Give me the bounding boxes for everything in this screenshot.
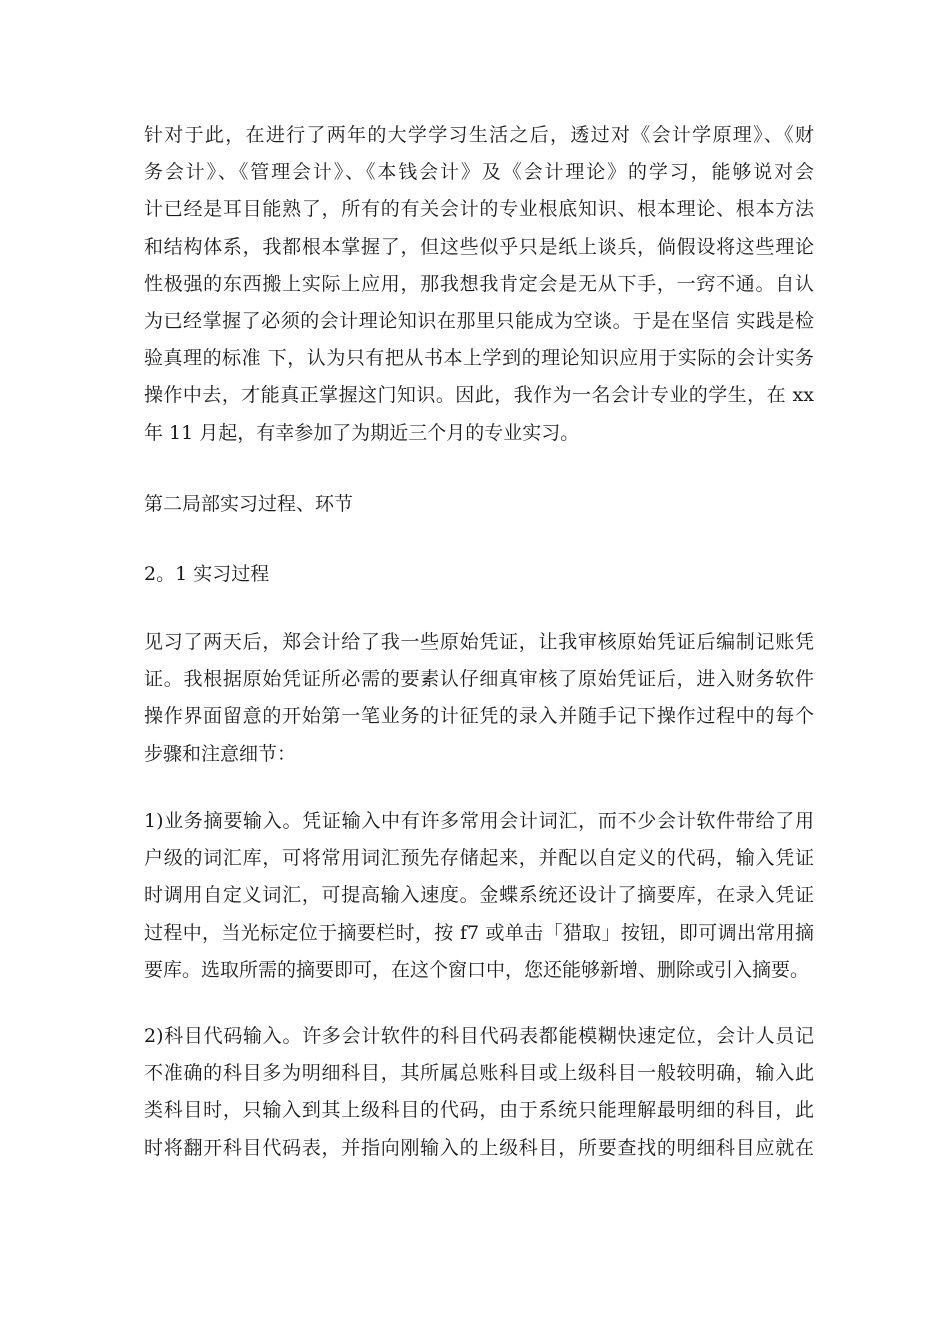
text-line: 不准确的科目多为明细科目，其所属总账科目或上级科目一般较明确，输入此 [144, 1062, 814, 1085]
section-heading [144, 486, 814, 523]
text-line: 针对于此，在进行了两年的大学学习生活之后，透过对《会计学原理》、《财 [144, 124, 814, 146]
text-line: 过程中，当光标定位于摘要栏时，按 f7 或单击「猎取」按钮，即可调出常用摘 [144, 921, 814, 944]
text-line: 2)科目代码输入。许多会计软件的科目代码表都能模糊快速定位，会计人员记 [144, 1025, 814, 1047]
text-line: 要库。选取所需的摘要即可，在这个窗口中，您还能够新增、删除或引入摘要。 [144, 958, 810, 981]
subsection-heading [144, 556, 814, 593]
text-line: 性极强的东西搬上实际上应用，那我想我肯定会是无从下手，一窍不通。自认 [144, 272, 814, 295]
paragraph-item-2 [144, 1018, 814, 1167]
text-line: 和结构体系，我都根本掌握了，但这些似乎只是纸上谈兵，倘假设将这些理论 [144, 235, 814, 258]
heading-text: 第二局部实习过程、环节 [144, 493, 354, 515]
text-line: 证。我根据原始凭证所必需的要素认仔细真审核了原始凭证后，进入财务软件 [144, 668, 814, 691]
text-line: 操作界面留意的开始第一笔业务的计征凭的录入并随手记下操作过程中的每个 [144, 705, 814, 728]
text-line: 1)业务摘要输入。凭证输入中有许多常用会计词汇，而不少会计软件带给了用 [144, 810, 814, 832]
text-line: 户级的词汇库，可将常用词汇预先存储起来，并配以自定义的代码，输入凭证 [144, 847, 814, 870]
text-line: 时将翻开科目代码表，并指向刚输入的上级科目，所要查找的明细科目应就在 [144, 1136, 814, 1159]
text-line: 见习了两天后，郑会计给了我一些原始凭证，让我审核原始凭证后编制记账凭 [144, 631, 814, 653]
paragraph-process [144, 624, 814, 773]
text-line: 为已经掌握了必须的会计理论知识在那里只能成为空谈。于是在坚信 实践是检 [144, 309, 814, 332]
text-line: 操作中去，才能真正掌握这门知识。因此，我作为一名会计专业的学生，在 xx [144, 384, 814, 407]
text-line: 年 11 月起，有幸参加了为期近三个月的专业实习。 [144, 421, 580, 444]
heading-text: 2。1 实习过程 [144, 563, 270, 585]
text-line: 计已经是耳目能熟了，所有的有关会计的专业根底知识、根本理论、根本方法 [144, 198, 814, 221]
paragraph-item-1 [144, 803, 814, 989]
text-line: 步骤和注意细节： [144, 742, 297, 765]
text-line: 务会计》、《管理会计》、《本钱会计》及《会计理论》的学习，能够说对会 [144, 161, 814, 184]
text-line: 时调用自定义词汇，可提高输入速度。金蝶系统还设计了摘要库，在录入凭证 [144, 884, 814, 907]
paragraph-intro [144, 117, 814, 452]
text-line: 验真理的标准 下，认为只有把从书本上学到的理论知识应用于实际的会计实务 [144, 347, 814, 370]
text-line: 类科目时，只输入到其上级科目的代码，由于系统只能理解最明细的科目，此 [144, 1099, 814, 1122]
